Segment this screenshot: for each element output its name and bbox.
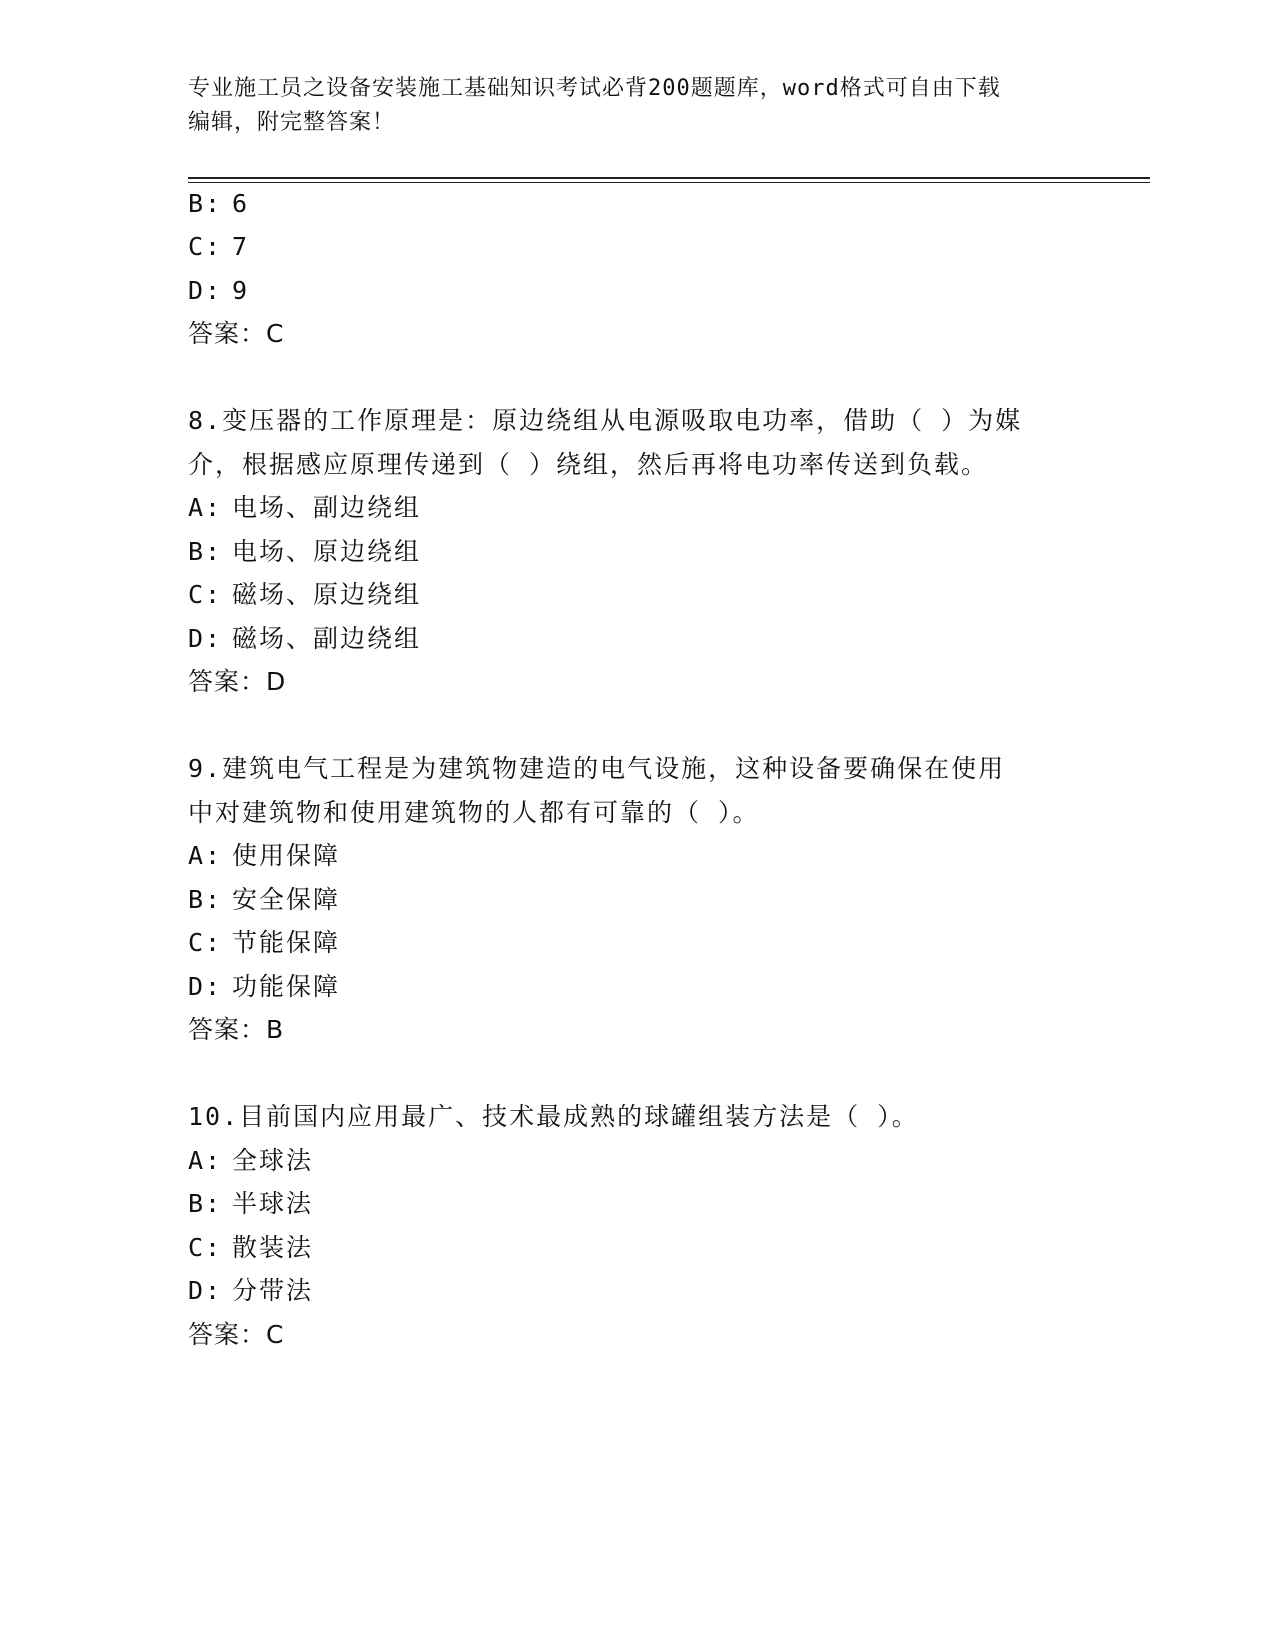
option-c: C: 磁场、原边绕组 (188, 580, 422, 609)
option-d: D: 分带法 (188, 1276, 314, 1305)
answer: 答案：C (188, 1320, 285, 1349)
header-line-1: 专业施工员之设备安装施工基础知识考试必背200题题库，word格式可自由下载 (188, 76, 1001, 101)
option-c: C: 节能保障 (188, 928, 341, 957)
option-a: A: 使用保障 (188, 841, 341, 870)
question-8-line-2: 介，根据感应原理传递到（ ）绕组，然后再将电功率传送到负载。 (188, 450, 989, 479)
option-b: B: 电场、原边绕组 (188, 537, 422, 566)
question-9-line-2: 中对建筑物和使用建筑物的人都有可靠的（ ）。 (188, 798, 760, 827)
option-d: D: 磁场、副边绕组 (188, 624, 422, 653)
option-a: A: 电场、副边绕组 (188, 493, 422, 522)
answer: 答案：B (188, 1015, 285, 1044)
question-9-line-1: 9.建筑电气工程是为建筑物建造的电气设施，这种设备要确保在使用 (188, 754, 1006, 783)
question-8-line-1: 8.变压器的工作原理是：原边绕组从电源吸取电功率，借助（ ）为媒 (188, 406, 1023, 435)
header-line-2: 编辑，附完整答案！ (188, 110, 396, 135)
page-header (188, 72, 1068, 140)
option-d: D: 9 (188, 276, 250, 305)
option-d: D: 功能保障 (188, 972, 341, 1001)
option-a: A: 全球法 (188, 1146, 314, 1175)
option-c: C: 7 (188, 232, 250, 261)
answer: 答案：C (188, 319, 285, 348)
option-b: B: 安全保障 (188, 885, 341, 914)
option-b: B: 6 (188, 189, 250, 218)
answer: 答案：D (188, 667, 287, 696)
header-divider (188, 177, 1150, 183)
option-c: C: 散装法 (188, 1233, 314, 1262)
question-10-line-1: 10.目前国内应用最广、技术最成熟的球罐组装方法是（ ）。 (188, 1102, 919, 1131)
option-b: B: 半球法 (188, 1189, 314, 1218)
